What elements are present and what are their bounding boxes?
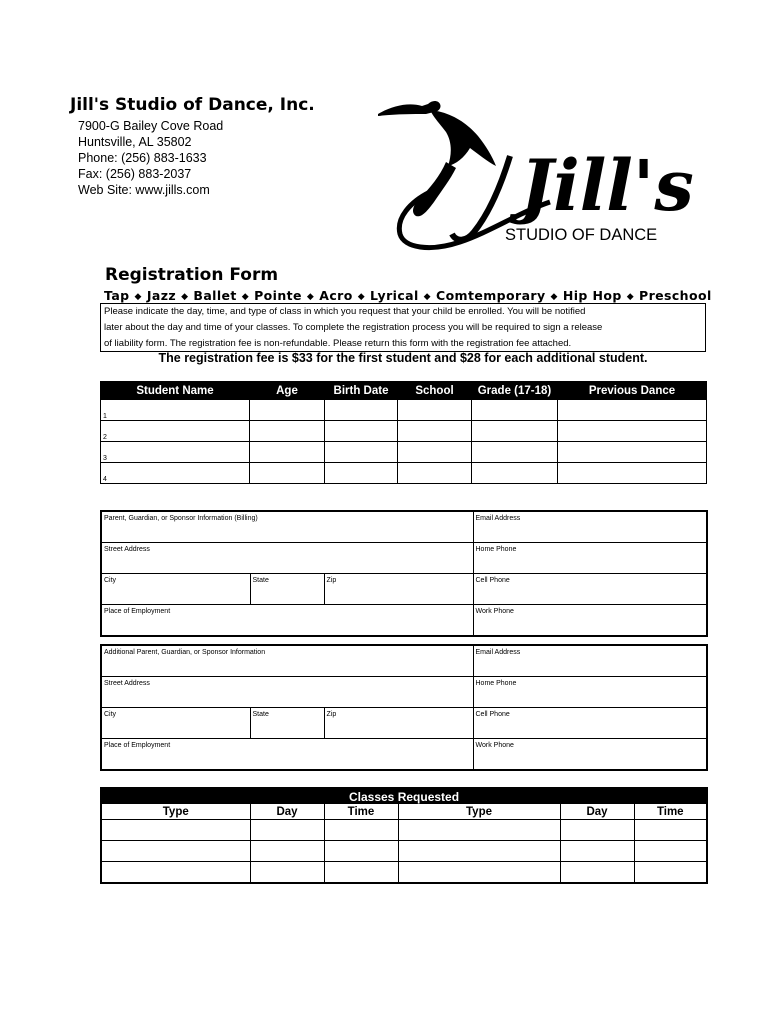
- class-request-row: [101, 841, 707, 862]
- class-request-row: [101, 820, 707, 841]
- dancer-silhouette-icon: [378, 101, 496, 216]
- street-address-field[interactable]: Street Address: [101, 543, 473, 574]
- header-time: Time: [634, 804, 707, 820]
- class-day-field[interactable]: [250, 820, 324, 841]
- billing-contact-table: [100, 510, 708, 637]
- classes-header-row: [101, 804, 707, 820]
- instructions-box: [100, 303, 706, 352]
- email-field[interactable]: Email Address: [473, 511, 707, 543]
- address-fax: Fax: (256) 883-2037: [78, 167, 192, 181]
- row-number: 1: [103, 413, 107, 420]
- class-type-item: Jazz: [146, 288, 177, 303]
- school-field[interactable]: [398, 442, 472, 463]
- classes-banner: Classes Requested: [101, 788, 707, 804]
- zip-field[interactable]: Zip: [324, 708, 473, 739]
- diamond-separator-icon: ◆: [423, 292, 431, 302]
- header-student-name: Student Name: [101, 382, 250, 400]
- form-title: Registration Form: [105, 265, 279, 285]
- class-type-item: Pointe: [254, 288, 302, 303]
- row-number: 2: [103, 434, 107, 441]
- age-field[interactable]: [250, 421, 325, 442]
- email-field[interactable]: Email Address: [473, 645, 707, 677]
- class-type-item: Ballet: [193, 288, 237, 303]
- student-name-field[interactable]: [101, 442, 250, 463]
- header-previous-dance: Previous Dance: [558, 382, 707, 400]
- instructions-line-3: of liability form. The registration fee is non-refundable. Please return this form with the registration fee attached.: [104, 338, 572, 349]
- header-birth-date: Birth Date: [325, 382, 398, 400]
- previous-dance-field[interactable]: [558, 442, 707, 463]
- diamond-separator-icon: ◆: [181, 292, 189, 302]
- city-field[interactable]: City: [101, 708, 250, 739]
- contact-row: [101, 605, 707, 637]
- grade-field[interactable]: [472, 442, 558, 463]
- age-field[interactable]: [250, 400, 325, 421]
- instructions-line-2: later about the day and time of your classes. To complete the registration process you will be required to sign a release: [104, 322, 603, 333]
- previous-dance-field[interactable]: [558, 463, 707, 484]
- class-time-field[interactable]: [324, 841, 398, 862]
- classes-body: [101, 820, 707, 884]
- previous-dance-field[interactable]: [558, 421, 707, 442]
- diamond-separator-icon: ◆: [306, 292, 315, 302]
- contact-row: [101, 677, 707, 708]
- employment-field[interactable]: Place of Employment: [101, 739, 473, 771]
- work-phone-field[interactable]: Work Phone: [473, 739, 707, 771]
- diamond-separator-icon: ◆: [357, 292, 366, 302]
- previous-dance-field[interactable]: [558, 400, 707, 421]
- school-field[interactable]: [398, 421, 472, 442]
- class-types-list: [104, 288, 714, 303]
- state-field[interactable]: State: [250, 574, 324, 605]
- address-website: Web Site: www.jills.com: [78, 183, 210, 197]
- class-type-field[interactable]: [398, 862, 560, 884]
- class-day-field[interactable]: [560, 820, 634, 841]
- students-header-row: [101, 382, 707, 400]
- students-table: [100, 381, 707, 484]
- age-field[interactable]: [250, 442, 325, 463]
- school-field[interactable]: [398, 400, 472, 421]
- school-field[interactable]: [398, 463, 472, 484]
- class-type-field[interactable]: [398, 820, 560, 841]
- class-type-field[interactable]: [398, 841, 560, 862]
- header-grade: Grade (17-18): [472, 382, 558, 400]
- header-time: Time: [324, 804, 398, 820]
- class-day-field[interactable]: [250, 862, 324, 884]
- class-request-row: [101, 862, 707, 884]
- city-field[interactable]: City: [101, 574, 250, 605]
- logo-script-text: Jill's: [520, 144, 694, 227]
- work-phone-field[interactable]: Work Phone: [473, 605, 707, 637]
- class-time-field[interactable]: [324, 862, 398, 884]
- additional-contact-table: [100, 644, 708, 771]
- contact-row: [101, 739, 707, 771]
- classes-requested-table: [100, 787, 708, 884]
- contact-row: [101, 511, 707, 543]
- header-school: School: [398, 382, 472, 400]
- header-day: Day: [250, 804, 324, 820]
- logo-subtitle: STUDIO OF DANCE: [505, 226, 658, 244]
- cell-phone-field[interactable]: Cell Phone: [473, 708, 707, 739]
- class-day-field[interactable]: [560, 841, 634, 862]
- fee-notice: The registration fee is $33 for the first student and $28 for each additional student.: [158, 351, 648, 365]
- home-phone-field[interactable]: Home Phone: [473, 543, 707, 574]
- contact-row: [101, 543, 707, 574]
- student-row: [101, 463, 707, 484]
- class-type-item: Lyrical: [370, 288, 419, 303]
- grade-field[interactable]: [472, 400, 558, 421]
- address-street: 7900-G Bailey Cove Road: [78, 119, 224, 133]
- student-name-field[interactable]: [101, 400, 250, 421]
- state-field[interactable]: State: [250, 708, 324, 739]
- diamond-separator-icon: ◆: [550, 292, 558, 302]
- class-type-item: Acro: [319, 288, 353, 303]
- class-type-field[interactable]: [101, 820, 250, 841]
- additional-parent-info-field[interactable]: Additional Parent, Guardian, or Sponsor Information: [101, 645, 473, 677]
- parent-info-field[interactable]: Parent, Guardian, or Sponsor Information (Billing): [101, 511, 473, 543]
- header-day: Day: [560, 804, 634, 820]
- age-field[interactable]: [250, 463, 325, 484]
- instructions-line-1: Please indicate the day, time, and type of class in which you request that your child be enrolled. You will be notified: [104, 306, 586, 317]
- contact-row: [101, 708, 707, 739]
- address-phone: Phone: (256) 883-1633: [78, 151, 207, 165]
- birth-date-field[interactable]: [325, 463, 398, 484]
- class-time-field[interactable]: [324, 820, 398, 841]
- birth-date-field[interactable]: [325, 400, 398, 421]
- grade-field[interactable]: [472, 463, 558, 484]
- class-time-field[interactable]: [634, 841, 707, 862]
- diamond-separator-icon: ◆: [626, 292, 635, 302]
- header-age: Age: [250, 382, 325, 400]
- class-type-item: Hip Hop: [562, 288, 622, 303]
- class-day-field[interactable]: [250, 841, 324, 862]
- row-number: 4: [103, 476, 107, 483]
- student-row: [101, 400, 707, 421]
- class-time-field[interactable]: [634, 862, 707, 884]
- studio-logo: [370, 92, 700, 258]
- company-address: [78, 118, 223, 198]
- address-city: Huntsville, AL 35802: [78, 135, 192, 149]
- class-type-item: Tap: [104, 288, 130, 303]
- header-type: Type: [398, 804, 560, 820]
- company-name: Jill's Studio of Dance, Inc.: [70, 95, 315, 115]
- student-row: [101, 442, 707, 463]
- diamond-separator-icon: ◆: [241, 292, 250, 302]
- contact-row: [101, 645, 707, 677]
- zip-field[interactable]: Zip: [324, 574, 473, 605]
- contact-row: [101, 574, 707, 605]
- home-phone-field[interactable]: Home Phone: [473, 677, 707, 708]
- birth-date-field[interactable]: [325, 421, 398, 442]
- row-number: 3: [103, 455, 107, 462]
- street-address-field[interactable]: Street Address: [101, 677, 473, 708]
- student-name-field[interactable]: [101, 463, 250, 484]
- class-type-item: Preschool: [639, 288, 712, 303]
- grade-field[interactable]: [472, 421, 558, 442]
- class-type-item: Comtemporary: [436, 288, 546, 303]
- student-name-field[interactable]: [101, 421, 250, 442]
- birth-date-field[interactable]: [325, 442, 398, 463]
- class-day-field[interactable]: [560, 862, 634, 884]
- class-time-field[interactable]: [634, 820, 707, 841]
- student-row: [101, 421, 707, 442]
- diamond-separator-icon: ◆: [134, 292, 142, 302]
- class-type-field[interactable]: [101, 841, 250, 862]
- header-type: Type: [101, 804, 250, 820]
- cell-phone-field[interactable]: Cell Phone: [473, 574, 707, 605]
- class-type-field[interactable]: [101, 862, 250, 884]
- employment-field[interactable]: Place of Employment: [101, 605, 473, 637]
